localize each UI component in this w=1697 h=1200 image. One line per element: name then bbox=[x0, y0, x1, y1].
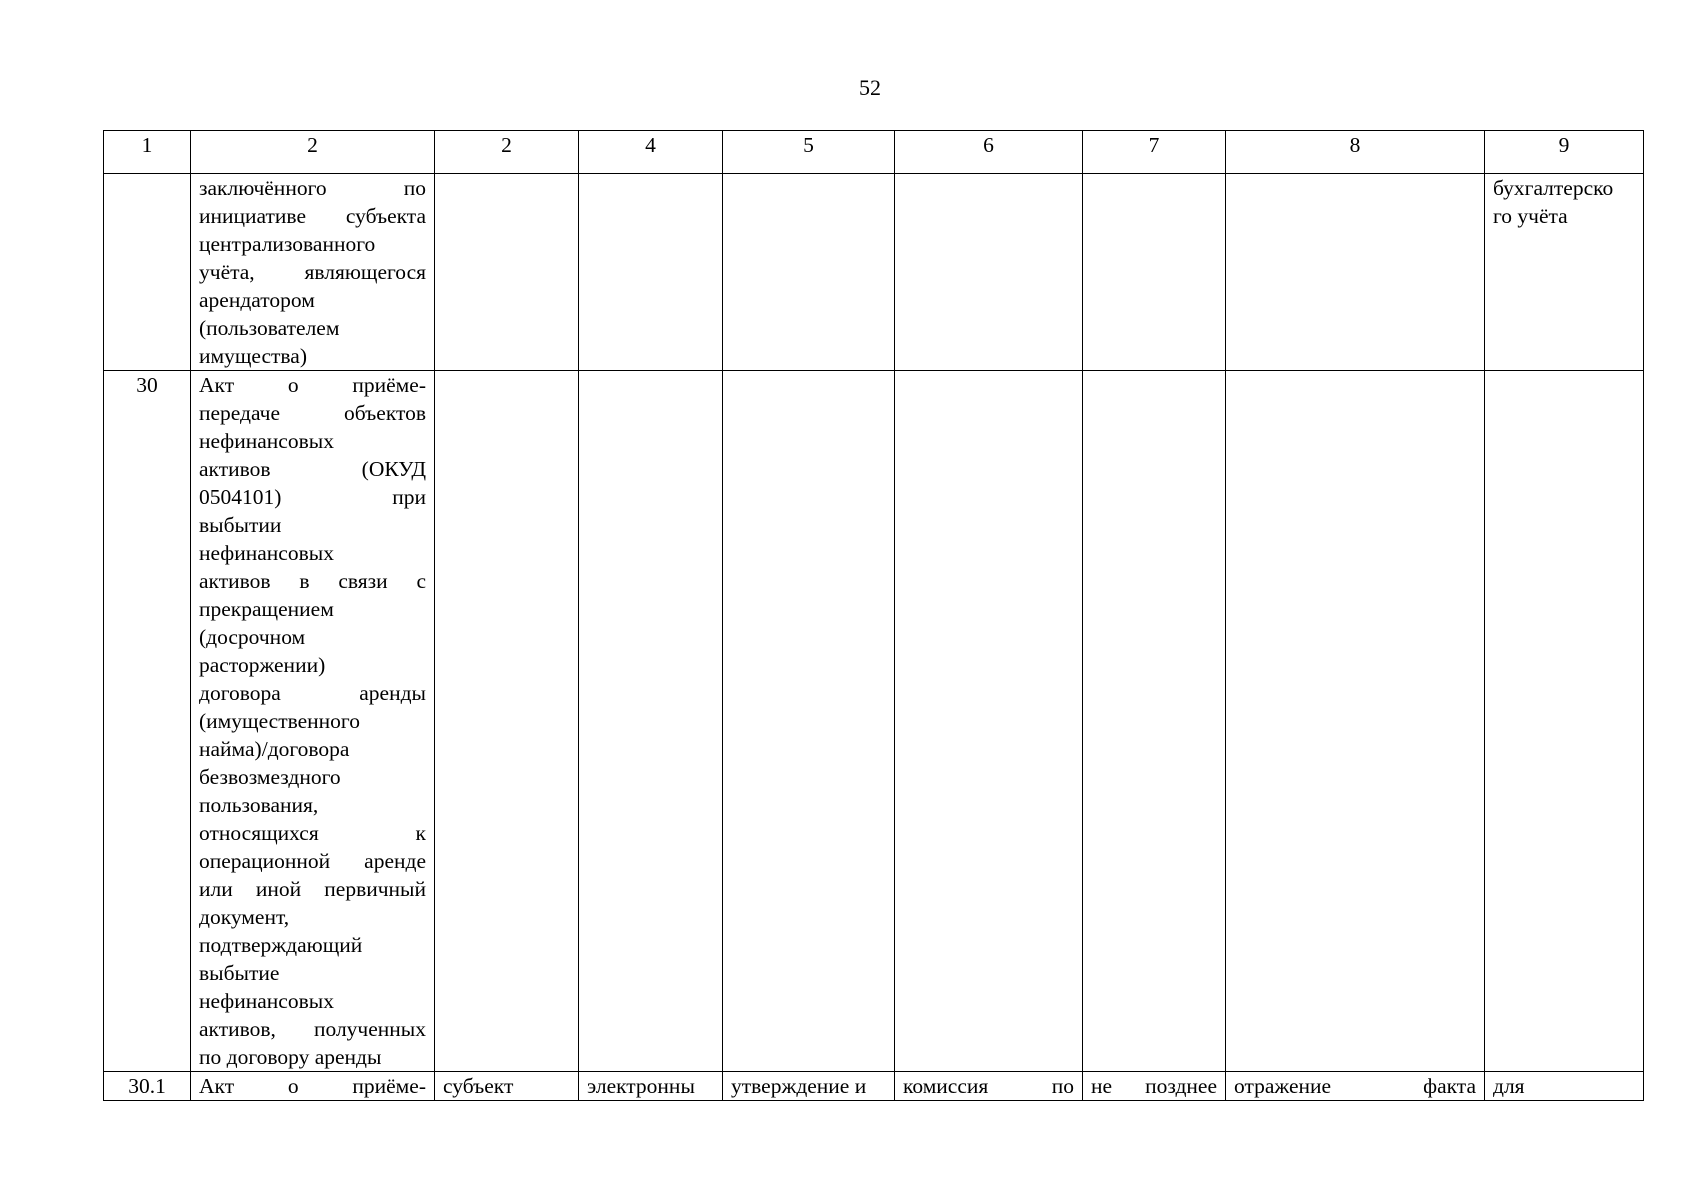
row-number-cell: 30 bbox=[104, 371, 191, 1072]
cell-line: имущества) bbox=[199, 344, 308, 368]
cell-line: (пользователем bbox=[199, 316, 340, 340]
cell-line: документ, bbox=[199, 905, 290, 929]
cell-line: арендатором bbox=[199, 288, 315, 312]
cell-line: договора аренды bbox=[199, 681, 426, 705]
column-header: 1 bbox=[104, 131, 191, 174]
cell-line: централизованного bbox=[199, 232, 376, 256]
cell-line: активов (ОКУД bbox=[199, 457, 426, 481]
table-cell bbox=[723, 174, 895, 371]
table-cell bbox=[1226, 371, 1485, 1072]
table-row bbox=[104, 174, 1644, 371]
cell-line: прекращением bbox=[199, 597, 334, 621]
cell-line: расторжении) bbox=[199, 653, 326, 677]
cell-line: операционной аренде bbox=[199, 849, 426, 873]
cell-line: го учёта bbox=[1493, 204, 1568, 228]
cell-line: нефинансовых bbox=[199, 429, 334, 453]
cell-line: заключённого по bbox=[199, 176, 426, 200]
table-row bbox=[104, 1072, 1644, 1101]
cell-line: утверждение и bbox=[731, 1074, 867, 1098]
document-name-lines bbox=[199, 174, 426, 370]
cell-line: передаче объектов bbox=[199, 401, 426, 425]
cell-line: по договору аренды bbox=[199, 1045, 382, 1069]
table-cell bbox=[1485, 371, 1644, 1072]
cell-line: Акт о приёме- bbox=[199, 373, 426, 397]
cell-line: безвозмездного bbox=[199, 765, 341, 789]
cell-line: отражение факта bbox=[1234, 1074, 1476, 1098]
cell-line: подтверждающий bbox=[199, 933, 363, 957]
result-cell bbox=[1226, 1072, 1485, 1101]
document-name-cell bbox=[191, 1072, 435, 1101]
action-cell bbox=[723, 1072, 895, 1101]
document-name-cell bbox=[191, 371, 435, 1072]
document-name-lines bbox=[199, 371, 426, 1071]
performer-cell bbox=[895, 1072, 1083, 1101]
cell-line: 0504101) при bbox=[199, 485, 426, 509]
table-cell bbox=[895, 174, 1083, 371]
table-cell bbox=[579, 371, 723, 1072]
column-header: 9 bbox=[1485, 131, 1644, 174]
deadline-cell bbox=[1083, 1072, 1226, 1101]
cell-line: субъект bbox=[443, 1074, 514, 1098]
cell-line: комиссия по bbox=[903, 1074, 1074, 1098]
cell-line: инициативе субъекта bbox=[199, 204, 426, 228]
table-row bbox=[104, 371, 1644, 1072]
table-cell bbox=[723, 371, 895, 1072]
cell-line: выбытии bbox=[199, 513, 282, 537]
cell-line: для bbox=[1493, 1074, 1525, 1098]
cell-line: Акт о приёме- bbox=[199, 1074, 426, 1098]
table-cell bbox=[579, 174, 723, 371]
cell-line: (досрочном bbox=[199, 625, 306, 649]
table-cell bbox=[1083, 371, 1226, 1072]
column-header: 7 bbox=[1083, 131, 1226, 174]
cell-line: пользования, bbox=[199, 793, 319, 817]
responsible-cell bbox=[435, 1072, 579, 1101]
purpose-cell bbox=[1485, 1072, 1644, 1101]
cell-line: найма)/договора bbox=[199, 737, 350, 761]
column-header: 5 bbox=[723, 131, 895, 174]
cell-line: (имущественного bbox=[199, 709, 360, 733]
form-cell bbox=[579, 1072, 723, 1101]
cell-line: активов в связи с bbox=[199, 569, 426, 593]
table-cell bbox=[1226, 174, 1485, 371]
column-header: 8 bbox=[1226, 131, 1485, 174]
header-row bbox=[104, 131, 1644, 174]
page-number: 52 bbox=[859, 75, 881, 100]
column-header: 6 bbox=[895, 131, 1083, 174]
cell-line: нефинансовых bbox=[199, 989, 334, 1013]
cell-line: не позднее bbox=[1091, 1074, 1217, 1098]
cell-line: относящихся к bbox=[199, 821, 426, 845]
document-table bbox=[103, 130, 1644, 1101]
cell-line: активов, полученных bbox=[199, 1017, 426, 1041]
column-header: 2 bbox=[191, 131, 435, 174]
row-number-cell bbox=[104, 174, 191, 371]
purpose-cell bbox=[1485, 174, 1644, 371]
column-header: 4 bbox=[579, 131, 723, 174]
cell-line: учёта, являющегося bbox=[199, 260, 426, 284]
cell-line: нефинансовых bbox=[199, 541, 334, 565]
document-name-cell bbox=[191, 174, 435, 371]
table-cell bbox=[435, 174, 579, 371]
table-cell bbox=[435, 371, 579, 1072]
table-cell bbox=[1083, 174, 1226, 371]
cell-line: или иной первичный bbox=[199, 877, 426, 901]
cell-line: выбытие bbox=[199, 961, 280, 985]
row-number-cell: 30.1 bbox=[104, 1072, 191, 1101]
table-cell bbox=[895, 371, 1083, 1072]
column-header: 2 bbox=[435, 131, 579, 174]
cell-line: бухгалтерско bbox=[1493, 176, 1614, 200]
cell-line: электронны bbox=[587, 1074, 695, 1098]
